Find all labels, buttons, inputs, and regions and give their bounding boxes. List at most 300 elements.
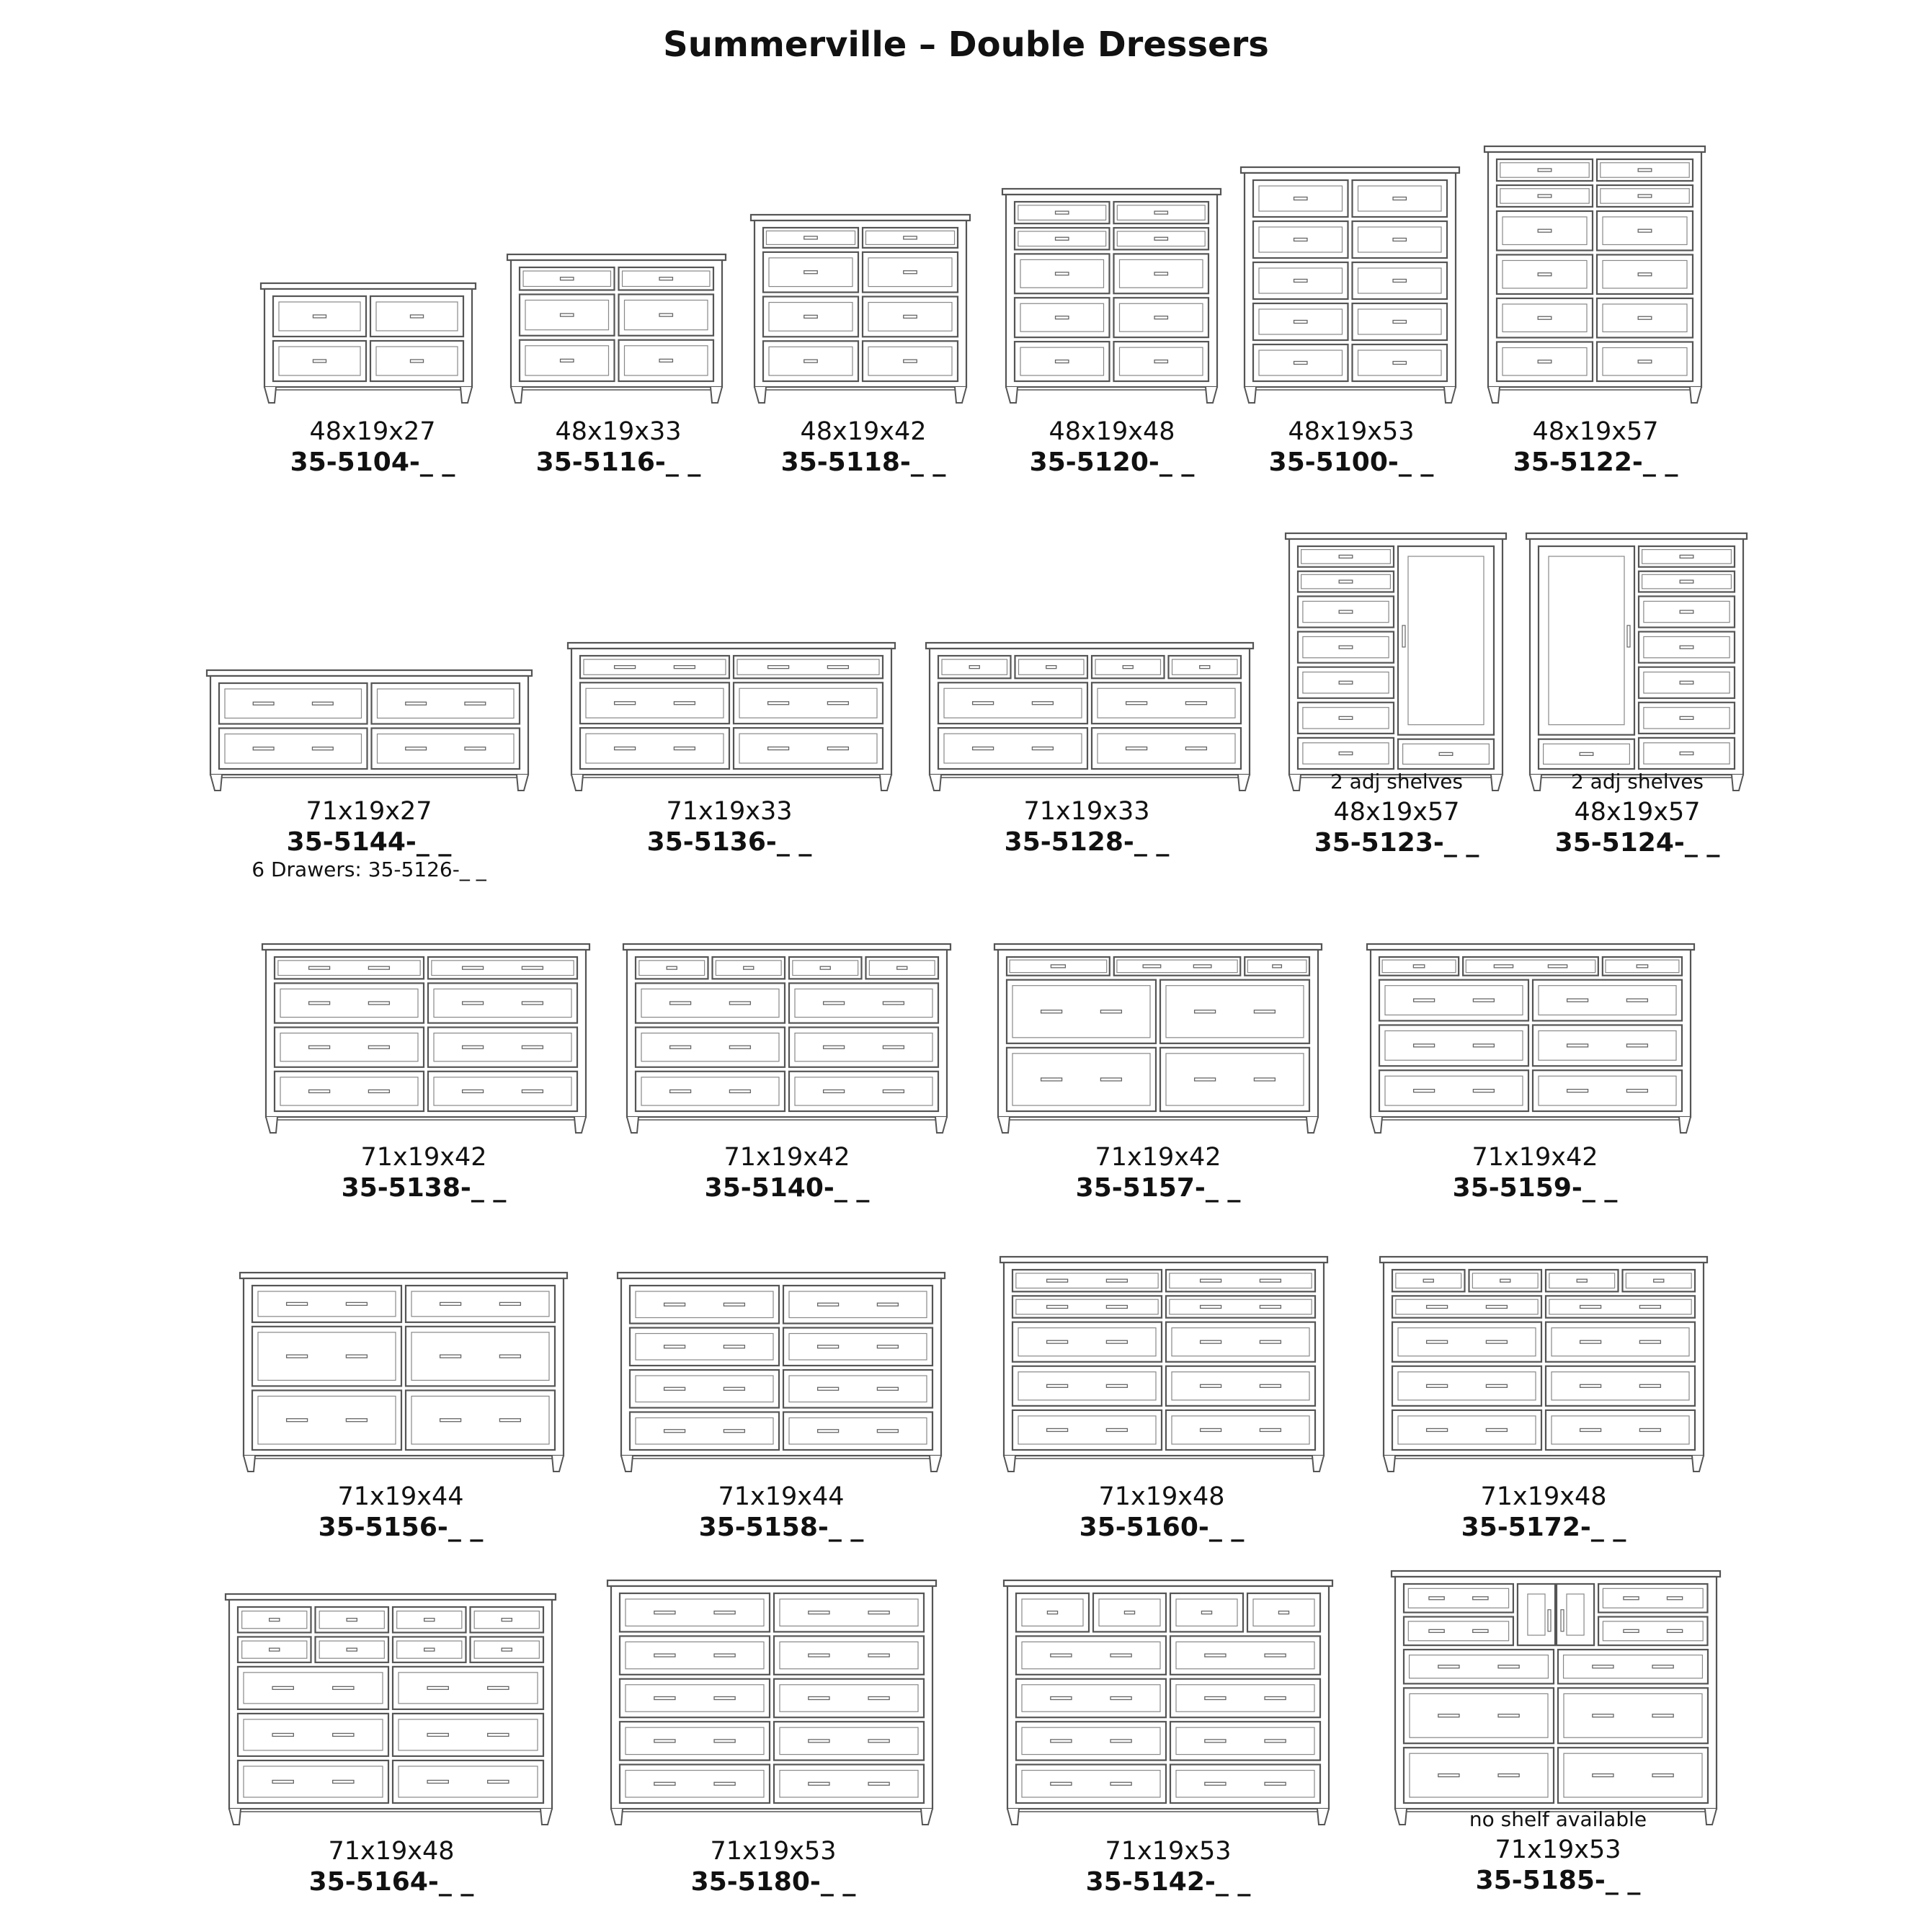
drawer-pull-icon	[674, 666, 695, 669]
drawer-pull-icon	[309, 1090, 330, 1092]
drawer-pull-icon	[1205, 1740, 1226, 1742]
drawer-pull-icon	[1473, 1090, 1494, 1092]
product-dimensions: 48x19x53	[1288, 417, 1415, 446]
drawer-pull-icon	[561, 277, 574, 280]
drawer-pull-icon	[809, 1782, 829, 1785]
drawer-pull-icon	[561, 313, 574, 316]
dresser-drawing-15	[1367, 944, 1694, 1133]
drawer-pull-icon	[346, 1355, 367, 1358]
drawer-pull-icon	[1438, 1665, 1459, 1668]
drawer-pull-icon	[1126, 747, 1147, 750]
drawer-pull-icon	[333, 1780, 354, 1783]
drawer-pull-icon	[287, 1302, 308, 1305]
product-code: 35-5118-_ _	[780, 448, 946, 477]
drawer-pull-icon	[368, 1090, 389, 1092]
drawer-pull-icon	[522, 1002, 543, 1005]
product-code: 35-5104-_ _	[290, 448, 455, 477]
drawer-pull-icon	[973, 702, 994, 705]
dresser-leg	[511, 387, 522, 403]
drawer-pull-icon	[522, 1090, 543, 1092]
cabinet-door	[1398, 546, 1494, 735]
drawer-pull-icon	[1106, 1340, 1127, 1343]
drawer-pull-icon	[714, 1611, 735, 1614]
drawer-pull-icon	[1201, 1340, 1221, 1343]
drawer-pull-icon	[1638, 360, 1652, 363]
drawer-pull-icon	[1538, 229, 1552, 232]
drawer-pull-icon	[1567, 1090, 1588, 1092]
product-dimensions: 48x19x42	[800, 417, 927, 446]
drawer-pull-icon	[1339, 752, 1353, 754]
drawer-pull-icon	[1339, 580, 1353, 583]
drawer-pull-icon	[1486, 1428, 1507, 1431]
product-code: 35-5124-_ _	[1554, 827, 1720, 858]
drawer-pull-icon	[1260, 1305, 1281, 1308]
drawer-front	[1160, 1048, 1309, 1111]
drawer-pull-icon	[659, 359, 672, 362]
dresser-leg	[1312, 1456, 1324, 1472]
dresser-leg	[998, 1117, 1010, 1133]
drawer-pull-icon	[1100, 1010, 1121, 1013]
dresser-leg	[930, 1456, 941, 1472]
dresser-top	[1367, 944, 1694, 950]
drawer-pull-icon	[1486, 1340, 1507, 1343]
drawer-pull-icon	[1047, 1611, 1057, 1614]
drawer-pull-icon	[904, 271, 917, 274]
product-dimensions: 48x19x48	[1049, 417, 1175, 446]
drawer-pull-icon	[1123, 666, 1133, 669]
drawer-pull-icon	[714, 1654, 735, 1657]
drawer-pull-icon	[1626, 1044, 1647, 1047]
dresser-leg	[1679, 1117, 1691, 1133]
dresser-top	[507, 254, 726, 260]
drawer-pull-icon	[1427, 1340, 1448, 1343]
product-caption	[1392, 1807, 1724, 1896]
drawer-pull-icon	[1639, 1428, 1660, 1431]
drawer-pull-icon	[1500, 1279, 1510, 1282]
product-dimensions: 71x19x53	[1105, 1837, 1232, 1866]
drawer-pull-icon	[522, 1046, 543, 1049]
drawer-pull-icon	[312, 702, 333, 705]
product-dimensions: 71x19x42	[724, 1143, 850, 1172]
drawer-pull-icon	[904, 236, 917, 239]
drawer-front	[1404, 1748, 1554, 1803]
dresser-leg	[935, 1117, 947, 1133]
drawer-front	[238, 1667, 388, 1709]
drawer-pull-icon	[1486, 1384, 1507, 1387]
drawer-pull-icon	[729, 1046, 750, 1049]
drawer-pull-icon	[287, 1419, 308, 1422]
drawer-front	[1007, 980, 1156, 1043]
dresser-drawing-17	[618, 1273, 945, 1472]
dresser-top	[1484, 146, 1705, 152]
product-dimensions: 71x19x44	[718, 1482, 845, 1511]
dresser-top	[1380, 1257, 1707, 1263]
drawer-pull-icon	[615, 747, 636, 750]
dresser-leg	[264, 387, 276, 403]
drawer-pull-icon	[465, 702, 486, 705]
dresser-leg	[552, 1456, 564, 1472]
product-caption	[226, 1836, 557, 1897]
dresser-leg	[1690, 387, 1701, 403]
dresser-top	[261, 283, 476, 289]
product-code: 35-5144-_ _	[286, 827, 452, 857]
drawer-pull-icon	[309, 1046, 330, 1049]
drawer-pull-icon	[1680, 681, 1693, 684]
drawer-pull-icon	[1438, 1774, 1459, 1777]
drawer-pull-icon	[654, 1782, 675, 1785]
product-dimensions: 71x19x53	[710, 1837, 837, 1866]
drawer-pull-icon	[1193, 965, 1211, 968]
drawer-pull-icon	[253, 702, 274, 705]
dresser-leg	[210, 775, 222, 791]
product-caption	[1378, 1482, 1709, 1543]
alternate-code-note: 6 Drawers: 35-5126-_ _	[251, 858, 486, 882]
drawer-pull-icon	[729, 1090, 750, 1092]
drawer-front	[1404, 1688, 1554, 1743]
drawer-pull-icon	[465, 747, 486, 750]
dresser-drawing-16	[240, 1273, 567, 1472]
drawer-pull-icon	[1638, 316, 1652, 319]
drawer-pull-icon	[674, 702, 695, 705]
dresser-drawing-5	[1241, 167, 1459, 403]
drawer-pull-icon	[818, 1430, 839, 1433]
drawer-pull-icon	[1538, 195, 1552, 197]
product-code: 35-5180-_ _	[690, 1867, 856, 1897]
dresser-top	[240, 1273, 567, 1278]
drawer-pull-icon	[313, 360, 326, 362]
dresser-drawing-18	[1000, 1257, 1327, 1472]
drawer-pull-icon	[724, 1345, 744, 1348]
drawer-pull-icon	[502, 1619, 512, 1621]
drawer-pull-icon	[406, 747, 427, 750]
drawer-pull-icon	[1265, 1782, 1286, 1785]
drawer-pull-icon	[1260, 1428, 1281, 1431]
drawer-pull-icon	[1339, 716, 1353, 719]
drawer-pull-icon	[1414, 999, 1435, 1002]
drawer-pull-icon	[1654, 1279, 1664, 1282]
product-code: 35-5120-_ _	[1029, 448, 1195, 477]
door-handle-icon	[1627, 626, 1630, 647]
drawer-pull-icon	[1494, 965, 1513, 968]
drawer-pull-icon	[670, 1046, 691, 1049]
drawer-pull-icon	[440, 1419, 461, 1422]
drawer-pull-icon	[654, 1740, 675, 1742]
dresser-drawing-22	[1004, 1580, 1332, 1825]
drawer-pull-icon	[410, 360, 423, 362]
dresser-drawing-19	[1380, 1257, 1707, 1472]
dresser-top	[226, 1594, 556, 1600]
drawer-pull-icon	[768, 702, 789, 705]
drawer-pull-icon	[272, 1780, 293, 1783]
dresser-leg	[571, 775, 583, 791]
drawer-pull-icon	[1195, 1010, 1216, 1013]
drawer-pull-icon	[1185, 702, 1206, 705]
dresser-leg	[621, 1456, 633, 1472]
drawer-pull-icon	[424, 1619, 435, 1621]
dresser-top	[262, 944, 589, 950]
drawer-pull-icon	[1339, 610, 1353, 613]
dresser-drawing-10	[1286, 533, 1506, 791]
product-dimensions: 71x19x42	[1095, 1143, 1221, 1172]
drawer-pull-icon	[287, 1355, 308, 1358]
product-caption	[992, 1142, 1324, 1203]
drawer-pull-icon	[1110, 1654, 1131, 1657]
drawer-pull-icon	[1393, 362, 1406, 365]
dresser-top	[623, 944, 951, 950]
drawer-pull-icon	[1154, 272, 1167, 275]
drawer-pull-icon	[410, 315, 423, 318]
drawer-pull-icon	[440, 1355, 461, 1358]
drawer-pull-icon	[1201, 1305, 1221, 1308]
drawer-pull-icon	[1680, 716, 1693, 719]
drawer-pull-icon	[1106, 1384, 1127, 1387]
drawer-pull-icon	[463, 966, 484, 969]
dresser-drawing-13	[623, 944, 951, 1133]
drawer-pull-icon	[1032, 747, 1053, 750]
dresser-leg	[627, 1117, 638, 1133]
drawer-front	[1558, 1688, 1708, 1743]
drawer-pull-icon	[824, 1002, 845, 1005]
product-code: 35-5159-_ _	[1452, 1173, 1618, 1203]
drawer-pull-icon	[1041, 1078, 1062, 1081]
product-caption	[235, 1482, 566, 1543]
drawer-front	[238, 1714, 388, 1756]
drawer-pull-icon	[1580, 1428, 1601, 1431]
drawer-pull-icon	[1201, 1611, 1211, 1614]
drawer-pull-icon	[1154, 360, 1167, 363]
drawer-pull-icon	[877, 1303, 898, 1306]
drawer-pull-icon	[1260, 1279, 1281, 1282]
drawer-pull-icon	[1638, 229, 1652, 232]
drawer-pull-icon	[368, 1046, 389, 1049]
drawer-front	[252, 1390, 401, 1450]
drawer-pull-icon	[1047, 1428, 1068, 1431]
drawer-pull-icon	[1106, 1279, 1127, 1282]
drawer-pull-icon	[883, 1090, 904, 1092]
drawer-pull-icon	[1652, 1774, 1673, 1777]
drawer-pull-icon	[1393, 321, 1406, 324]
drawer-pull-icon	[1639, 1340, 1660, 1343]
drawer-pull-icon	[1429, 1597, 1444, 1600]
drawer-pull-icon	[499, 1355, 520, 1358]
product-caption	[621, 1142, 953, 1203]
product-caption	[258, 1142, 589, 1203]
dresser-drawing-9	[926, 643, 1253, 791]
product-code: 35-5138-_ _	[341, 1173, 507, 1203]
drawer-pull-icon	[664, 1345, 685, 1348]
drawer-pull-icon	[1413, 965, 1424, 968]
product-caption	[1369, 1142, 1701, 1203]
drawer-pull-icon	[1047, 1384, 1068, 1387]
drawer-pull-icon	[424, 1648, 435, 1651]
drawer-pull-icon	[804, 315, 817, 318]
drawer-pull-icon	[346, 1302, 367, 1305]
drawer-pull-icon	[1110, 1740, 1131, 1742]
dresser-top	[607, 1580, 936, 1586]
product-code: 35-5136-_ _	[646, 827, 812, 857]
drawer-pull-icon	[313, 315, 326, 318]
drawer-pull-icon	[1032, 702, 1053, 705]
drawer-pull-icon	[1538, 360, 1552, 363]
drawer-pull-icon	[1680, 580, 1693, 583]
drawer-pull-icon	[1577, 1279, 1587, 1282]
drawer-pull-icon	[333, 1686, 354, 1689]
drawer-pull-icon	[818, 1345, 839, 1348]
drawer-pull-icon	[272, 1686, 293, 1689]
drawer-pull-icon	[1680, 752, 1693, 754]
product-dimensions: 71x19x42	[1472, 1143, 1598, 1172]
dresser-leg	[1488, 387, 1500, 403]
drawer-front	[252, 1327, 401, 1386]
door-handle-icon	[1402, 626, 1405, 647]
drawer-pull-icon	[883, 1002, 904, 1005]
drawer-pull-icon	[1047, 1305, 1068, 1308]
drawer-pull-icon	[1294, 197, 1307, 200]
drawer-pull-icon	[1538, 273, 1552, 276]
drawer-pull-icon	[1427, 1384, 1448, 1387]
drawer-pull-icon	[1106, 1305, 1127, 1308]
drawer-pull-icon	[1667, 1629, 1682, 1632]
drawer-pull-icon	[1639, 1384, 1660, 1387]
dresser-drawing-14	[994, 944, 1322, 1133]
drawer-pull-icon	[667, 966, 677, 969]
product-code: 35-5142-_ _	[1085, 1867, 1251, 1897]
drawer-pull-icon	[1047, 1340, 1068, 1343]
drawer-pull-icon	[1637, 965, 1647, 968]
drawer-pull-icon	[904, 360, 917, 362]
product-caption	[1430, 417, 1761, 478]
drawer-pull-icon	[1427, 1428, 1448, 1431]
dresser-leg	[1317, 1809, 1329, 1825]
drawer-pull-icon	[1205, 1782, 1226, 1785]
dresser-drawing-21	[607, 1580, 936, 1825]
drawer-pull-icon	[724, 1430, 744, 1433]
drawer-pull-icon	[1294, 362, 1307, 365]
drawer-pull-icon	[818, 1387, 839, 1390]
drawer-pull-icon	[744, 966, 754, 969]
dresser-leg	[540, 1809, 552, 1825]
drawer-pull-icon	[1473, 999, 1494, 1002]
drawer-pull-icon	[1056, 272, 1069, 275]
drawer-pull-icon	[809, 1654, 829, 1657]
drawer-pull-icon	[1201, 1384, 1221, 1387]
drawer-pull-icon	[1580, 1305, 1601, 1308]
drawer-pull-icon	[1680, 610, 1693, 613]
drawer-pull-icon	[1548, 965, 1567, 968]
dresser-top	[1286, 533, 1506, 539]
product-code: 35-5160-_ _	[1079, 1513, 1245, 1542]
drawer-pull-icon	[346, 1419, 367, 1422]
dresser-leg	[1206, 387, 1217, 403]
drawer-pull-icon	[654, 1697, 675, 1700]
drawer-pull-icon	[724, 1303, 744, 1306]
drawer-pull-icon	[824, 1090, 845, 1092]
dresser-top	[1004, 1580, 1332, 1586]
drawer-pull-icon	[1498, 1665, 1519, 1668]
drawer-pull-icon	[868, 1654, 889, 1657]
shelf-note: no shelf available	[1469, 1807, 1647, 1831]
dresser-top	[1000, 1257, 1327, 1263]
drawer-pull-icon	[1414, 1044, 1435, 1047]
drawer-pull-icon	[868, 1782, 889, 1785]
dresser-top	[1526, 533, 1747, 539]
drawer-pull-icon	[714, 1740, 735, 1742]
dresser-drawing-11	[1526, 533, 1747, 791]
dresser-top	[618, 1273, 945, 1278]
drawer-pull-icon	[659, 313, 672, 316]
drawer-pull-icon	[309, 966, 330, 969]
dresser-drawing-20	[226, 1594, 556, 1825]
drawer-pull-icon	[1680, 555, 1693, 558]
drawer-pull-icon	[1567, 1044, 1588, 1047]
drawer-pull-icon	[969, 666, 979, 669]
drawer-pull-icon	[1195, 1078, 1216, 1081]
drawer-pull-icon	[1439, 752, 1453, 755]
drawer-pull-icon	[488, 1686, 509, 1689]
drawer-pull-icon	[463, 1002, 484, 1005]
drawer-pull-icon	[1260, 1340, 1281, 1343]
drawer-pull-icon	[1100, 1078, 1121, 1081]
drawer-pull-icon	[1051, 965, 1065, 968]
dresser-leg	[1007, 1809, 1019, 1825]
drawer-pull-icon	[1260, 1384, 1281, 1387]
drawer-pull-icon	[877, 1345, 898, 1348]
drawer-pull-icon	[1429, 1629, 1444, 1632]
drawer-pull-icon	[463, 1046, 484, 1049]
drawer-pull-icon	[1051, 1740, 1072, 1742]
drawer-pull-icon	[1154, 237, 1167, 240]
drawer-front	[1007, 1048, 1156, 1111]
drawer-pull-icon	[615, 666, 636, 669]
drawer-pull-icon	[1538, 169, 1552, 172]
drawer-pull-icon	[1626, 999, 1647, 1002]
drawer-pull-icon	[1438, 1714, 1459, 1717]
drawer-pull-icon	[1154, 316, 1167, 319]
drawer-pull-icon	[1538, 316, 1552, 319]
drawer-pull-icon	[1051, 1654, 1072, 1657]
product-dimensions: 48x19x57	[1574, 797, 1701, 827]
dresser-leg	[1306, 1117, 1318, 1133]
drawer-pull-icon	[1294, 280, 1307, 282]
drawer-front	[406, 1327, 555, 1386]
drawer-pull-icon	[1393, 280, 1406, 282]
drawer-pull-icon	[824, 1046, 845, 1049]
drawer-pull-icon	[1205, 1697, 1226, 1700]
drawer-pull-icon	[809, 1611, 829, 1614]
drawer-pull-icon	[368, 1002, 389, 1005]
dresser-leg	[711, 387, 722, 403]
drawer-pull-icon	[1051, 1697, 1072, 1700]
dresser-drawing-8	[568, 643, 895, 791]
drawer-pull-icon	[406, 702, 427, 705]
door-handle-icon	[1548, 1610, 1551, 1631]
product-dimensions: 71x19x53	[1495, 1835, 1621, 1864]
drawer-pull-icon	[818, 1303, 839, 1306]
product-caption	[203, 796, 535, 882]
drawer-pull-icon	[973, 747, 994, 750]
product-dimensions: 71x19x42	[360, 1143, 487, 1172]
dresser-drawing-7	[207, 670, 532, 791]
drawer-pull-icon	[1580, 1384, 1601, 1387]
drawer-pull-icon	[1185, 747, 1206, 750]
drawer-pull-icon	[1294, 321, 1307, 324]
drawer-pull-icon	[809, 1740, 829, 1742]
drawer-pull-icon	[427, 1780, 448, 1783]
drawer-pull-icon	[1423, 1279, 1433, 1282]
drawer-pull-icon	[1126, 702, 1147, 705]
dresser-leg	[244, 1456, 255, 1472]
drawer-pull-icon	[1265, 1654, 1286, 1657]
